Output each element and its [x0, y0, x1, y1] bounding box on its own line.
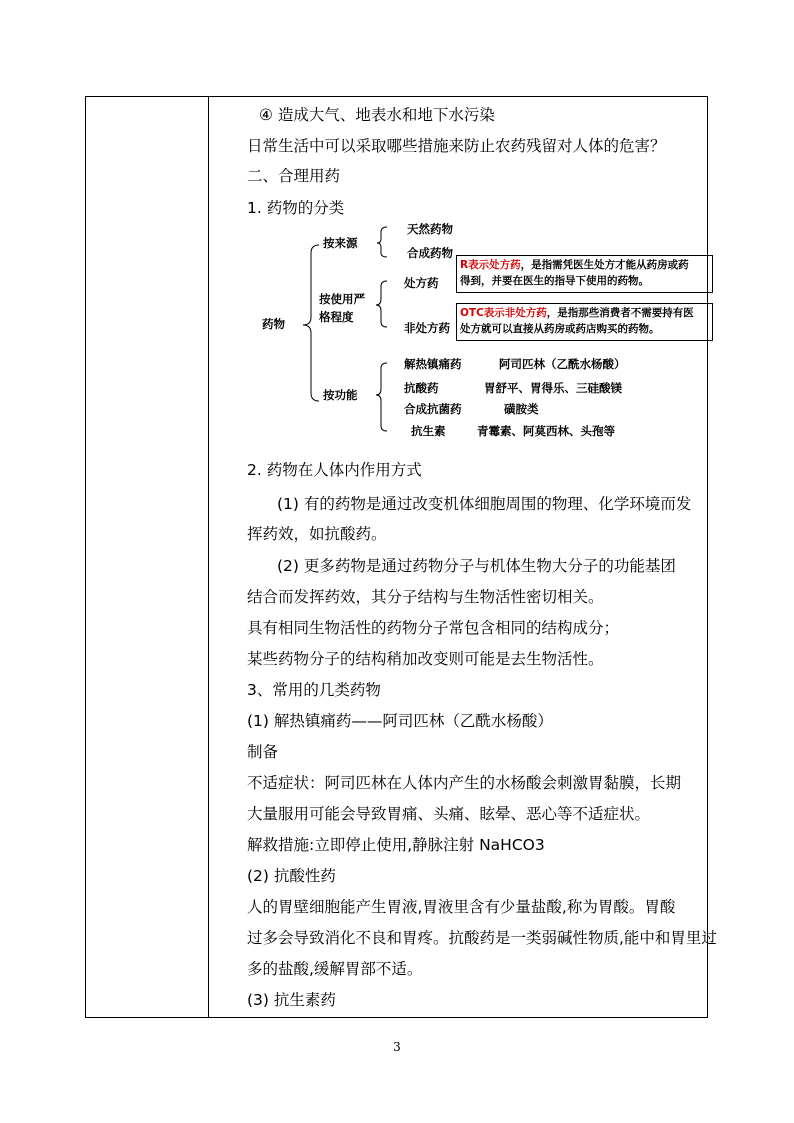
text-line: 挥药效，如抗酸药。 — [247, 525, 387, 543]
rx-definition-box — [456, 255, 713, 293]
text-line: 大量服用可能会导致胃痛、头痛、眩晕、恶心等不适症状。 — [247, 805, 651, 823]
content-cell — [209, 97, 717, 1017]
page-number: 3 — [393, 1040, 401, 1054]
diagram-by-use-2: 格程度 — [319, 310, 354, 324]
text-line: ④ 造成大气、地表水和地下水污染 — [259, 106, 495, 124]
rx-prefix: R表示 — [460, 259, 490, 271]
section-heading: 二、合理用药 — [247, 167, 341, 185]
lesson-table — [85, 96, 717, 1018]
subsection-heading: (1) 解热镇痛药——阿司匹林（乙酰水杨酸） — [247, 712, 553, 730]
diagram-function-example: 胃舒平、胃得乐、三硅酸镁 — [484, 381, 622, 395]
diagram-root: 药物 — [262, 317, 285, 331]
text-line: 日常生活中可以采取哪些措施来防止农药残留对人体的危害？ — [247, 137, 666, 155]
diagram-by-use-1: 按使用严 — [319, 292, 365, 306]
text-line: 不适症状：阿司匹林在人体内产生的水杨酸会刺激胃黏膜，长期 — [247, 774, 682, 792]
rx-line2: 得到，并要在医生的指导下使用的药物。 — [460, 275, 649, 287]
text-line: 多的盐酸,缓解胃部不适。 — [247, 960, 423, 978]
text-line: 解救措施:立即停止使用,静脉注射 NaHCO3 — [247, 836, 545, 854]
text-line: 过多会导致消化不良和胃疼。抗酸药是一类弱碱性物质,能中和胃里过 — [247, 929, 717, 947]
text-line: (2) 更多药物是通过药物分子与机体生物大分子的功能基团 — [277, 557, 676, 575]
otc-red-label: 非处方药 — [504, 307, 547, 319]
diagram-function-item: 抗酸药 — [404, 381, 439, 395]
subsection-heading: 1. 药物的分类 — [247, 199, 345, 217]
diagram-otc: 非处方药 — [404, 321, 450, 335]
subsection-heading: 2. 药物在人体内作用方式 — [247, 461, 422, 479]
rx-rest: ，是指需凭医生处方才能从药房或药 — [520, 259, 689, 271]
text-line: 某些药物分子的结构稍加改变则可能是去生物活性。 — [247, 650, 604, 668]
diagram-function-item: 抗生素 — [411, 424, 446, 438]
text-line: 人的胃壁细胞能产生胃液,胃液里含有少量盐酸,称为胃酸。胃酸 — [247, 898, 676, 916]
rx-red-label: 处方药 — [489, 259, 521, 271]
text-line: 具有相同生物活性的药物分子常包含相同的结构成分； — [247, 619, 620, 637]
text-line: 制备 — [247, 743, 279, 761]
otc-definition-box — [456, 303, 713, 341]
text-line: 结合而发挥药效，其分子结构与生物活性密切相关。 — [247, 588, 604, 606]
otc-prefix: OTC表示 — [460, 307, 505, 319]
subsection-heading: (2) 抗酸性药 — [247, 867, 336, 885]
diagram-function-item: 合成抗菌药 — [404, 402, 462, 416]
diagram-synthetic: 合成药物 — [407, 246, 453, 260]
otc-line2: 处方就可以直接从药房或药店购买的药物。 — [460, 323, 660, 335]
subsection-heading: (3) 抗生素药 — [247, 991, 336, 1009]
diagram-natural: 天然药物 — [407, 222, 453, 236]
diagram-function-item: 解热镇痛药 — [404, 357, 462, 371]
section-heading: 3、常用的几类药物 — [247, 681, 381, 699]
diagram-rx: 处方药 — [404, 276, 439, 290]
otc-rest: ，是指那些消费者不需要持有医 — [546, 307, 694, 319]
diagram-function-example: 磺胺类 — [504, 402, 539, 416]
diagram-by-source: 按来源 — [323, 236, 358, 250]
drug-classification-diagram — [247, 215, 713, 447]
text-line: (1) 有的药物是通过改变机体细胞周围的物理、化学环境而发 — [277, 495, 692, 513]
diagram-function-example: 阿司匹林（乙酰水杨酸） — [499, 357, 626, 371]
diagram-by-function: 按功能 — [323, 388, 358, 402]
diagram-function-example: 青霉素、阿莫西林、头孢等 — [477, 424, 615, 438]
